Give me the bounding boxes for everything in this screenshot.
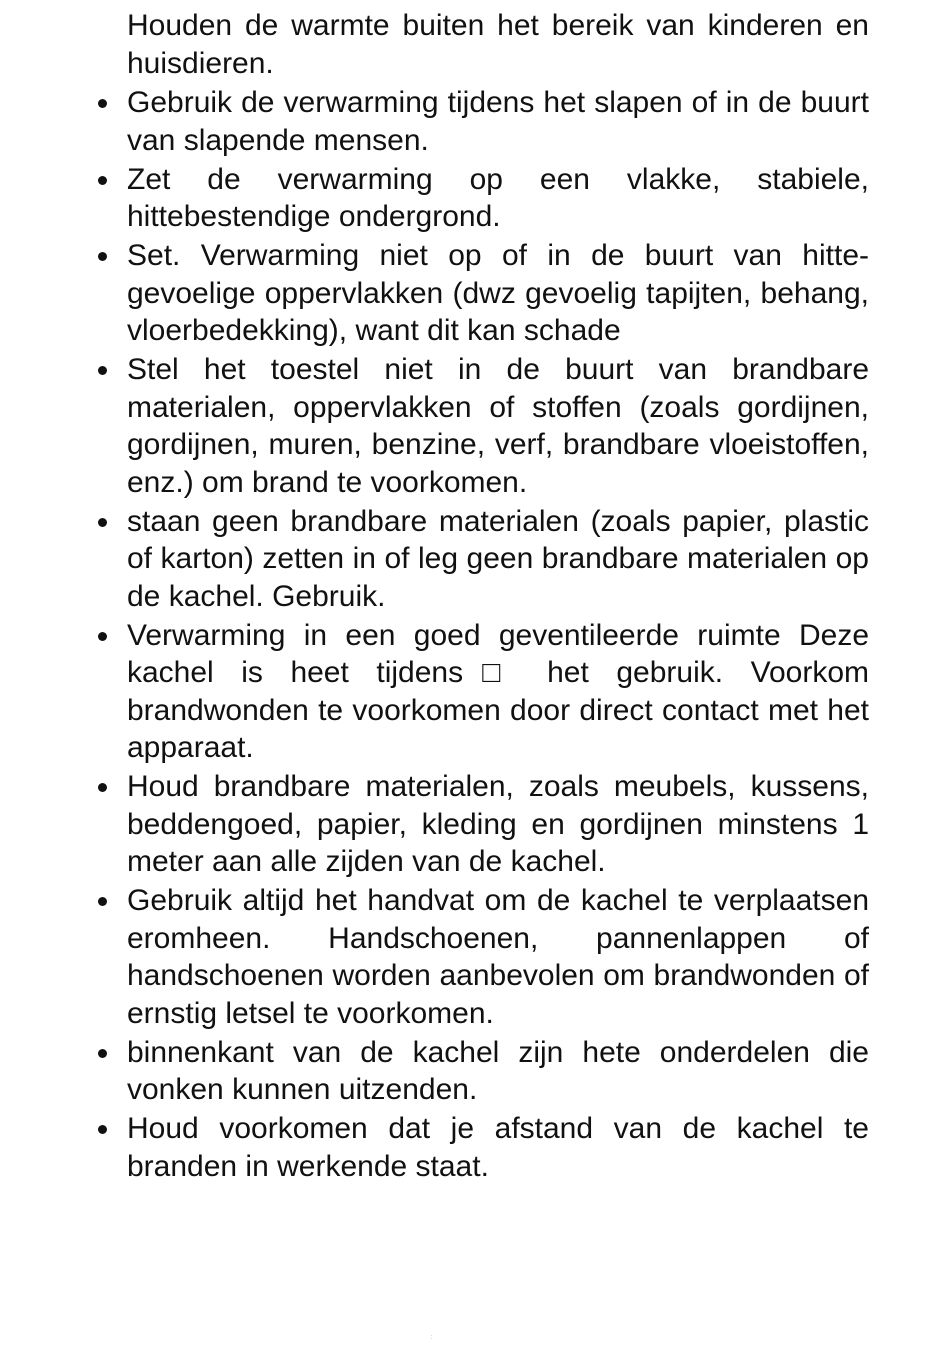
bullet-dot-icon bbox=[98, 1125, 107, 1134]
bullet-dot-icon bbox=[98, 783, 107, 792]
bullet-item bbox=[127, 617, 869, 767]
bullet-text: Gebruik de verwarming tijdens het slapen of in de buurt van slapende mensen. bbox=[127, 86, 869, 157]
bullet-text: Houd voorkomen dat je afstand van de kachel te branden in werkende staat. bbox=[127, 1112, 869, 1183]
bullet-text: Zet de verwarming op een vlakke, stabiele, hittebestendige ondergrond. bbox=[127, 162, 869, 233]
bullet-text: Houd brandbare materialen, zoals meubels, kussens, beddengoed, papier, kleding en gordijnen minstens 1 meter aan alle zijden van de kachel. bbox=[127, 770, 869, 878]
bullet-dot-icon bbox=[98, 1049, 107, 1058]
bullet-item bbox=[127, 882, 869, 1032]
bullet-text: Verwarming in een goed geventileerde ruimte Deze kachel is heet tijdens□ het gebruik. Voorkom brandwonden te voorkomen door direct contact met het apparaat. bbox=[127, 618, 869, 764]
bullet-item bbox=[127, 1110, 869, 1185]
bullet-dot-icon bbox=[98, 366, 107, 375]
bullet-item bbox=[127, 503, 869, 616]
bullet-item bbox=[127, 1034, 869, 1109]
bullet-item bbox=[127, 237, 869, 350]
bullet-item bbox=[127, 84, 869, 159]
bullet-item bbox=[127, 351, 869, 501]
safety-bullet-list bbox=[127, 84, 869, 1187]
footer-mark: : bbox=[430, 1332, 433, 1341]
bullet-item bbox=[127, 768, 869, 881]
bullet-dot-icon bbox=[98, 99, 107, 108]
bullet-text: binnenkant van de kachel zijn hete onderdelen die vonken kunnen uitzenden. bbox=[127, 1035, 869, 1106]
bullet-dot-icon bbox=[98, 252, 107, 261]
bullet-text: staan geen brandbare materialen (zoals papier, plastic of karton) zetten in of leg geen brandbare materialen op de kachel. Gebruik. bbox=[127, 504, 869, 613]
intro-paragraph: Houden de warmte buiten het bereik van kinderen en huisdieren. bbox=[127, 9, 869, 80]
bullet-dot-icon bbox=[98, 897, 107, 906]
bullet-item bbox=[127, 161, 869, 236]
bullet-text: Gebruik altijd het handvat om de kachel te verplaatsen eromheen. Handschoenen, pannenlappen of handschoenen worden aanbevolen om brandwonden of ernstig letsel te voorkomen. bbox=[127, 884, 869, 1030]
bullet-dot-icon bbox=[98, 632, 107, 641]
bullet-dot-icon bbox=[98, 176, 107, 185]
bullet-text: Set. Verwarming niet op of in de buurt van hitte-gevoelige oppervlakken (dwz gevoelig tapijten, behang, vloerbedekking), want dit kan schade bbox=[127, 239, 869, 347]
bullet-dot-icon bbox=[98, 518, 107, 527]
bullet-text: Stel het toestel niet in de buurt van brandbare materialen, oppervlakken of stoffen (zoals gordijnen, gordijnen, muren, benzine, verf, brandbare vloeistoffen, enz.) om brand te voorkomen. bbox=[127, 353, 869, 499]
